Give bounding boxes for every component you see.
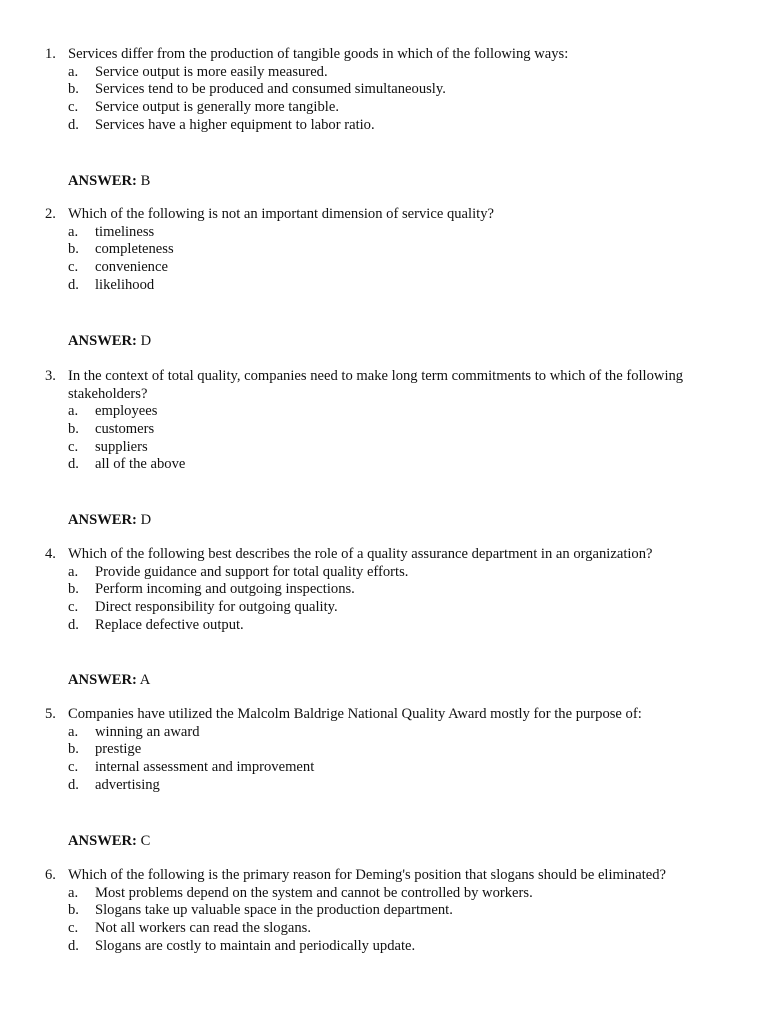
option-text: Services have a higher equipment to labor ratio. — [95, 116, 375, 133]
question-number: 6. — [45, 867, 56, 883]
option-c — [0, 99, 768, 117]
option-a — [0, 564, 768, 582]
option-c — [0, 439, 768, 457]
question-4 — [0, 546, 768, 635]
option-text: timeliness — [95, 223, 155, 240]
question-text — [0, 46, 768, 64]
option-b — [0, 741, 768, 759]
option-text: winning an award — [95, 723, 200, 740]
question-text — [0, 206, 768, 224]
option-text: convenience — [95, 259, 168, 276]
option-letter: c. — [68, 259, 79, 276]
option-letter: b. — [68, 81, 79, 98]
option-a — [0, 64, 768, 82]
answer-1 — [68, 172, 150, 190]
option-text: likelihood — [95, 276, 155, 293]
option-letter: b. — [68, 241, 79, 258]
question-text — [0, 368, 768, 403]
option-text: internal assessment and improvement — [95, 759, 315, 776]
option-text: completeness — [95, 241, 174, 258]
option-letter: b. — [68, 581, 79, 598]
option-text: Services tend to be produced and consumed simultaneously. — [95, 81, 446, 98]
option-letter: d. — [68, 456, 79, 473]
answer-label: ANSWER: — [68, 173, 137, 189]
option-list — [0, 564, 768, 635]
option-text: customers — [95, 420, 155, 437]
option-c — [0, 759, 768, 777]
question-number: 1. — [45, 46, 56, 62]
question-6 — [0, 867, 768, 956]
option-list — [0, 64, 768, 135]
option-c — [0, 599, 768, 617]
option-text: Not all workers can read the slogans. — [95, 920, 311, 937]
question-number: 4. — [45, 546, 56, 562]
question-number: 5. — [45, 706, 56, 722]
option-letter: d. — [68, 276, 79, 293]
question-stem: Companies have utilized the Malcolm Baldrige National Quality Award mostly for the purpose of: — [68, 706, 642, 722]
option-a — [0, 885, 768, 903]
answer-value: D — [140, 512, 152, 528]
answer-value: B — [140, 173, 151, 189]
option-letter: b. — [68, 420, 79, 437]
question-number: 2. — [45, 206, 56, 222]
option-d — [0, 117, 768, 135]
question-text — [0, 867, 768, 885]
option-list — [0, 403, 768, 474]
option-text: prestige — [95, 741, 142, 758]
option-a — [0, 224, 768, 242]
question-stem: Services differ from the production of tangible goods in which of the following ways: — [68, 46, 569, 62]
option-b — [0, 902, 768, 920]
option-b — [0, 581, 768, 599]
option-text: Slogans take up valuable space in the production department. — [95, 902, 453, 919]
option-letter: a. — [68, 223, 79, 240]
question-1 — [0, 46, 768, 135]
option-d — [0, 777, 768, 795]
option-text: suppliers — [95, 438, 148, 455]
answer-label: ANSWER: — [68, 672, 137, 688]
answer-value: A — [139, 672, 151, 688]
answer-3 — [68, 511, 151, 529]
answer-4 — [68, 671, 150, 689]
option-letter: d. — [68, 116, 79, 133]
option-list — [0, 224, 768, 295]
option-letter: c. — [68, 920, 79, 937]
option-letter: a. — [68, 884, 79, 901]
option-letter: d. — [68, 776, 79, 793]
option-text: Slogans are costly to maintain and periodically update. — [95, 937, 416, 954]
option-text: Most problems depend on the system and cannot be controlled by workers. — [95, 884, 533, 901]
answer-5 — [68, 832, 150, 850]
option-c — [0, 259, 768, 277]
question-text — [0, 546, 768, 564]
option-letter: a. — [68, 563, 79, 580]
answer-2 — [68, 332, 151, 350]
option-d — [0, 938, 768, 956]
option-letter: b. — [68, 902, 79, 919]
option-letter: a. — [68, 723, 79, 740]
option-a — [0, 724, 768, 742]
option-c — [0, 920, 768, 938]
option-list — [0, 724, 768, 795]
question-stem: Which of the following best describes the role of a quality assurance department in an organization? — [68, 546, 653, 562]
question-text — [0, 706, 768, 724]
option-letter: c. — [68, 759, 79, 776]
option-b — [0, 421, 768, 439]
option-letter: c. — [68, 599, 79, 616]
answer-value: C — [140, 833, 151, 849]
question-3 — [0, 368, 768, 474]
option-list — [0, 885, 768, 956]
option-text: employees — [95, 403, 158, 419]
option-text: advertising — [95, 776, 160, 793]
option-b — [0, 241, 768, 259]
option-a — [0, 403, 768, 421]
option-b — [0, 81, 768, 99]
answer-label: ANSWER: — [68, 833, 137, 849]
question-2 — [0, 206, 768, 295]
question-5 — [0, 706, 768, 795]
option-d — [0, 456, 768, 474]
option-text: Replace defective output. — [95, 616, 244, 633]
question-stem: In the context of total quality, companies need to make long term commitments to which of the following stakeholders? — [68, 368, 684, 402]
question-stem: Which of the following is not an important dimension of service quality? — [68, 206, 494, 222]
answer-value: D — [140, 333, 152, 349]
option-letter: d. — [68, 616, 79, 633]
option-letter: b. — [68, 741, 79, 758]
option-text: Perform incoming and outgoing inspections. — [95, 581, 355, 598]
option-letter: a. — [68, 403, 79, 419]
question-stem: Which of the following is the primary reason for Deming's position that slogans should be eliminated? — [68, 867, 667, 883]
option-text: Service output is more easily measured. — [95, 63, 328, 80]
option-text: all of the above — [95, 456, 186, 473]
option-d — [0, 277, 768, 295]
answer-label: ANSWER: — [68, 512, 137, 528]
option-letter: d. — [68, 937, 79, 954]
question-number: 3. — [45, 368, 56, 384]
option-text: Direct responsibility for outgoing quality. — [95, 599, 338, 616]
option-letter: c. — [68, 438, 79, 455]
answer-label: ANSWER: — [68, 333, 137, 349]
option-letter: c. — [68, 99, 79, 116]
option-text: Service output is generally more tangible. — [95, 99, 339, 116]
option-letter: a. — [68, 63, 79, 80]
option-text: Provide guidance and support for total quality efforts. — [95, 563, 409, 580]
option-d — [0, 617, 768, 635]
